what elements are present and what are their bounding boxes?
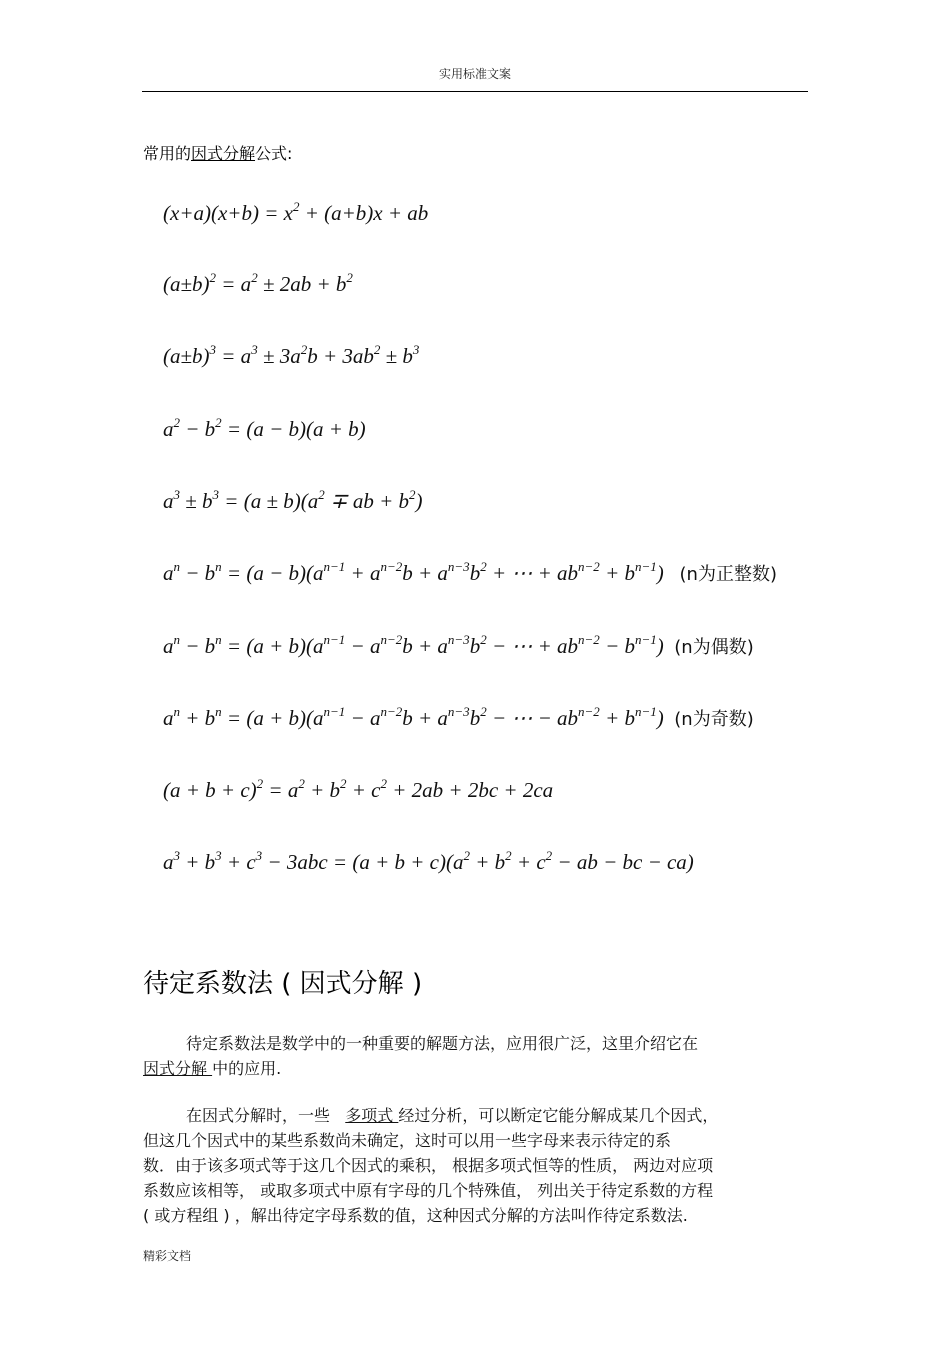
formula-1: $(x+a)(x+b) = x^2 + (a+b)x$ + ab: [163, 199, 429, 225]
condition-odd: (n为奇数): [674, 709, 754, 730]
section-title: 待定系数法 ( 因式分解 ): [143, 969, 423, 999]
para1-line1: 待定系数法是数学中的一种重要的解题方法，应用很广泛，这里介绍它在: [186, 1034, 699, 1053]
intro-suffix: 公式:: [255, 144, 293, 163]
header-divider: [142, 91, 808, 92]
formula-7: $a^n - b^n = (a + b)(a^{n-1} - a^{n-2}b + a^{n-3}b^2$ − ⋯ + $ab^{n-2} - b^{n-1}$) (n为偶数): [163, 632, 754, 658]
para1-line2: 因式分解 中的应用.: [143, 1059, 282, 1078]
polynomial-link[interactable]: 多项式: [345, 1106, 399, 1125]
para2-line1: 在因式分解时，一些 多项式 经过分析，可以断定它能分解成某几个因式，: [186, 1106, 719, 1125]
paragraph-method: [143, 1103, 813, 1228]
page-footer: 精彩文档: [143, 1249, 192, 1263]
condition-even: (n为偶数): [674, 637, 754, 658]
formula-2: $(a\pm b)^2 = a^2 \pm 2ab + b^2$: [163, 270, 353, 296]
formula-8: $a^n + b^n = (a + b)(a^{n-1} - a^{n-2}b + a^{n-3}b^2$ − ⋯ − $ab^{n-2} + b^{n-1}$) (n为奇数): [163, 704, 754, 730]
formula-3: $(a\pm b)^3 = a^3 \pm 3a^2b + 3ab^2 \pm b^3$: [163, 342, 420, 368]
para2-line3: 数．由于该多项式等于这几个因式的乘积， 根据多项式恒等的性质， 两边对应项: [143, 1156, 714, 1175]
factorization-link[interactable]: 因式分解: [191, 144, 256, 163]
formula-6: $a^n - b^n = (a - b)(a^{n-1} + a^{n-2}b + a^{n-3}b^2$ + ⋯ + $ab^{n-2} + b^{n-1}$) (n为正整数): [163, 559, 777, 585]
page-header: 实用标准文案: [438, 67, 511, 81]
formula-5: $a^3 \pm b^3 = (a \pm b)(a^2$ ∓ ab + $b^2$): [163, 487, 423, 513]
formula-10: $a^3 + b^3 + c^3 - 3abc = (a + b + c)(a^2 + b^2 + c^2$ − ab − bc − ca): [163, 848, 694, 874]
factorization-link-2[interactable]: 因式分解: [143, 1059, 213, 1078]
para2-line5: ( 或方程组 ) ，解出待定字母系数的值，这种因式分解的方法叫作待定系数法.: [143, 1206, 688, 1225]
intro-line: [143, 143, 292, 165]
paragraph-intro: [143, 1031, 813, 1081]
para2-line2: 但这几个因式中的某些系数尚未确定，这时可以用一些字母来表示待定的系: [143, 1131, 672, 1150]
formula-9: $(a + b + c)^2 = a^2 + b^2 + c^2 + 2ab + 2bc + 2ca$: [163, 776, 554, 802]
condition-positive-integer: (n为正整数): [679, 564, 777, 585]
formula-4: $a^2 - b^2 = (a - b)(a + b)$: [163, 415, 366, 441]
para2-line4: 系数应该相等， 或取多项式中原有字母的几个特殊值， 列出关于待定系数的方程: [143, 1181, 714, 1200]
intro-prefix: 常用的: [143, 144, 192, 163]
